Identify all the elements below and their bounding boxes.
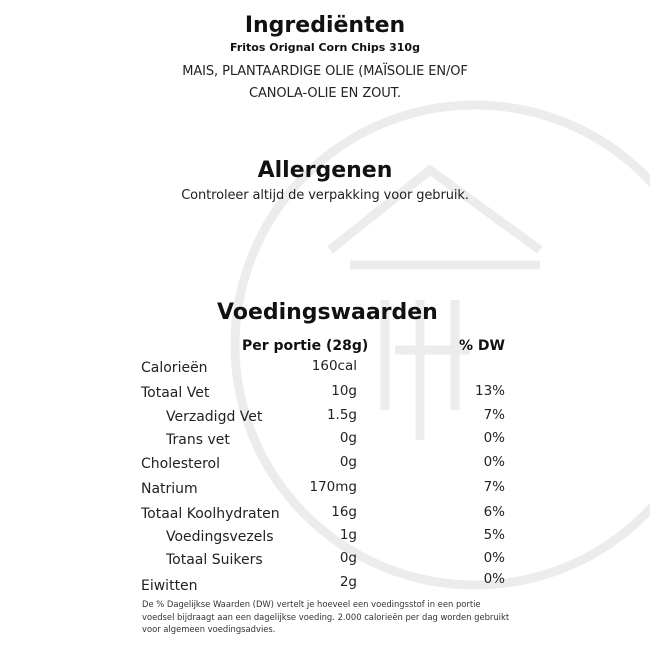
row-amount: 16g [331, 504, 357, 520]
row-pct: 5% [483, 527, 505, 543]
allergens-title: Allergenen [257, 158, 393, 183]
row-amount: 10g [331, 383, 357, 399]
row-label: Natrium [141, 481, 198, 497]
row-pct: 6% [483, 504, 505, 520]
row-label: Calorieën [141, 360, 208, 376]
ingredients-title: Ingrediënten [244, 13, 406, 38]
row-pct: 0% [483, 550, 505, 566]
row-pct: 13% [474, 383, 505, 399]
ingredients-line-2: CANOLA-OLIE EN ZOUT. [248, 86, 402, 101]
row-amount: 2g [339, 574, 357, 590]
row-amount: 0g [339, 454, 357, 470]
row-pct: 0% [483, 571, 505, 587]
row-amount: 160cal [311, 358, 357, 374]
row-pct: 7% [483, 479, 505, 495]
row-label: Totaal Vet [141, 385, 210, 401]
row-amount: 0g [339, 430, 357, 446]
row-pct: 0% [483, 430, 505, 446]
row-label: Verzadigd Vet [166, 409, 263, 425]
dw-footnote: De % Dagelijkse Waarden (DW) vertelt je hoeveel een voedingsstof in een portie voedsel bijdraagt aan een dagelijkse voeding. 2.000 calorieën per dag worden gebruikt voor algemeen voedingsadvies. [142, 599, 510, 634]
row-amount: 0g [339, 550, 357, 566]
row-amount: 1g [339, 527, 357, 543]
row-label: Eiwitten [141, 578, 198, 594]
row-label: Voedingsvezels [166, 529, 274, 545]
column-header-dw: % DW [459, 338, 505, 354]
ingredients-line-1: MAIS, PLANTAARDIGE OLIE (MAÏSOLIE EN/OF [182, 64, 468, 79]
row-label: Totaal Suikers [166, 552, 263, 568]
column-header-portion: Per portie (28g) [242, 338, 369, 354]
row-amount: 170mg [309, 479, 357, 495]
nutrition-title: Voedingswaarden [217, 300, 438, 325]
row-pct: 0% [483, 454, 505, 470]
row-label: Cholesterol [141, 456, 221, 472]
row-pct: 7% [483, 407, 505, 423]
product-name: Fritos Orignal Corn Chips 310g [230, 41, 420, 54]
row-label: Trans vet [166, 432, 230, 448]
row-amount: 1.5g [326, 407, 357, 423]
row-label: Totaal Koolhydraten [141, 506, 280, 522]
allergens-text: Controleer altijd de verpakking voor gebruik. [181, 188, 469, 203]
